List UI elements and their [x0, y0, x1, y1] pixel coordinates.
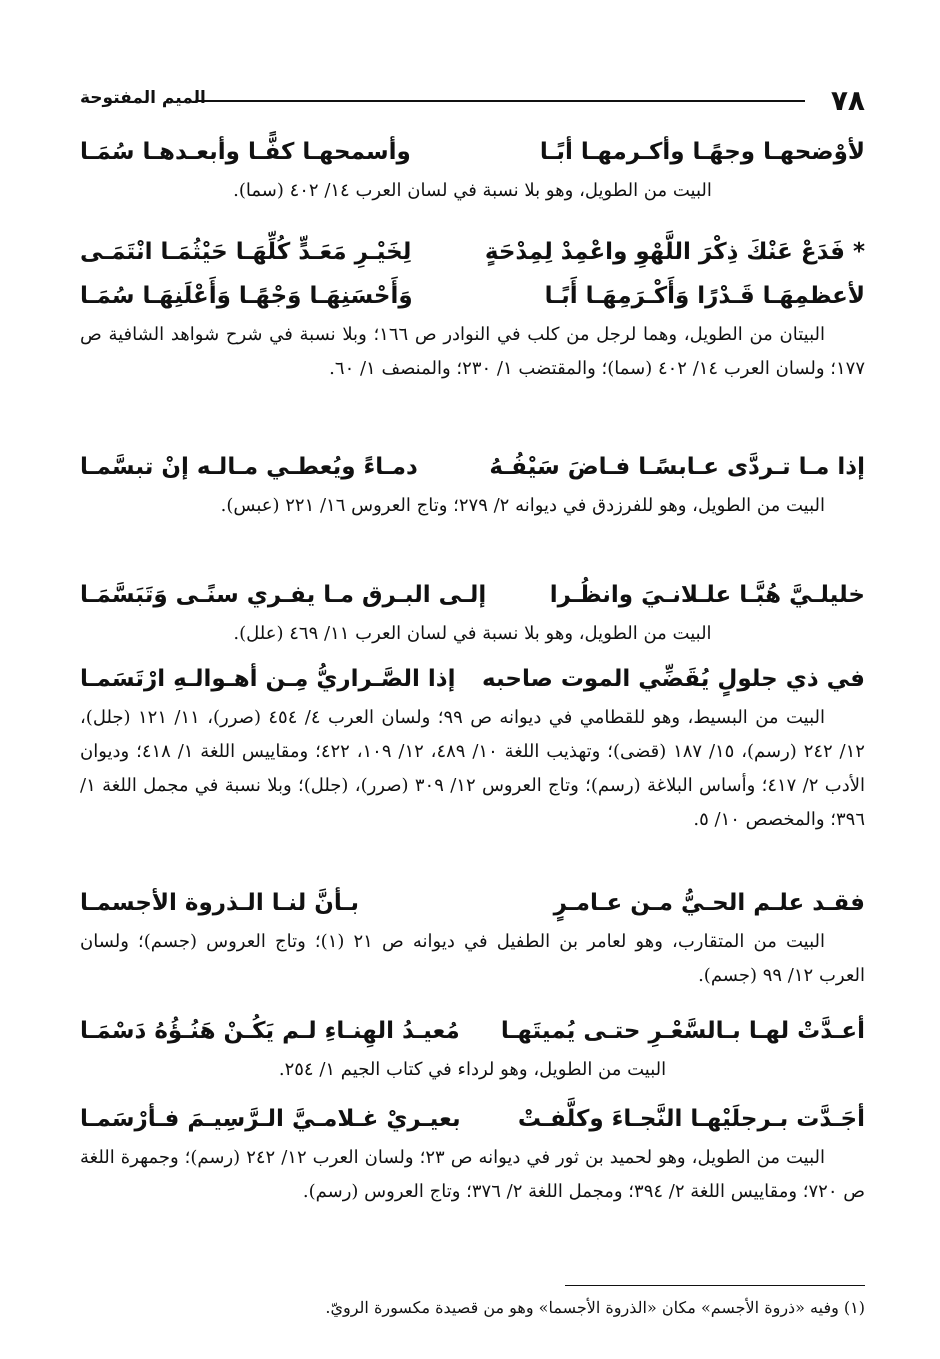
second-hemistich: إلـى البـرق مـا يفـري سنًـى وَتَبَسَّمَـا: [80, 582, 487, 608]
header-rule: [198, 100, 805, 102]
verse-line: [80, 274, 865, 318]
first-hemistich: لأعظمِهَـا قَـدْرًا وَأَكْـرَمِهَـا أَبًـا: [544, 283, 865, 309]
second-hemistich: مُعيـدُ الهِنـاءِ لـم يَكُـنْ هَنُـؤُهُ دَسْمَـا: [80, 1018, 460, 1044]
verse-commentary: البيت من الطويل، وهو للفرزدق في ديوانه ٢/ ٢٧٩؛ وتاج العروس ١٦/ ٢٢١ (عبس).: [220, 495, 825, 516]
section-title: الميم المفتوحة: [80, 88, 206, 108]
verse-entry: [80, 573, 865, 657]
verse-entry: [80, 1097, 865, 1267]
verse-commentary: البيت من الطويل، وهو بلا نسبة في لسان العرب ١٤/ ٤٠٢ (سما).: [233, 180, 712, 201]
verse-commentary: البيت من الطويل، وهو لحميد بن ثور في ديوانه ص ٢٣؛ ولسان العرب ١٢/ ٢٤٢ (رسم)؛ وجمهرة اللغة ص ٧٢٠؛ ومقاييس اللغة ٢/ ٣٩٤؛ ومجمل اللغة ٢/ ٣٧٦؛ وتاج العروس (رسم).: [80, 1147, 865, 1202]
first-hemistich: في ذي جلولٍ يُقَضِّي الموت صاحبه: [482, 666, 865, 692]
second-hemistich: بـأنَّ لنـا الـذروة الأجسمـا: [80, 890, 359, 916]
first-hemistich: خليلـيَّ هُبَّـا علـلانـيَ وانظُـرا: [549, 582, 865, 608]
verse-line: [80, 1097, 865, 1141]
second-hemistich: بعيـريْ غـلامـيَّ الـرَّسِيـمَ فـأرْسَمـا: [80, 1106, 461, 1132]
page-header: [80, 80, 865, 124]
verse-line: [80, 230, 865, 274]
verse-line: [80, 445, 865, 489]
verse-entry: [80, 230, 865, 445]
second-hemistich: إذا الصَّـراريُّ مِـن أهـوالـهِ ارْتَسَمـا: [80, 666, 456, 692]
verse-commentary: البيت من الطويل، وهو بلا نسبة في لسان العرب ١١/ ٤٦٩ (علل).: [233, 623, 712, 644]
verse-commentary: البيت من البسيط، وهو للقطامي في ديوانه ص ٩٩؛ ولسان العرب ٤/ ٤٥٤ (صرر)، ١١/ ١٢١ (جلل)، ١٢/ ٢٤٢ (رسم)، ١٥/ ١٨٧ (قضى)؛ وتهذيب اللغة ١٠/ ٤٨٩، ١٢/ ١٠٩، ٤٢٢؛ ومقاييس اللغة ١/ ٤١٨؛ وديوان الأدب ٢/ ٤١٧؛ وأساس البلاغة (رسم)؛ وتاج العروس ١٢/ ٣٠٩ (صرر)، (جلل)؛ وبلا نسبة في مجمل اللغة ١/ ٣٩٦؛ والمخصص ١٠/ ٥.: [80, 707, 865, 830]
page-body: [80, 130, 865, 1267]
first-hemistich: فقـد علـم الحـيُّ مـن عـامـرٍ: [553, 890, 865, 916]
verse-entry: [80, 657, 865, 881]
second-hemistich: وَأَحْسَنِهَـا وَجْهًـا وَأَعْلَنِهَـا سُمَـا: [80, 283, 413, 309]
verse-line: [80, 130, 865, 174]
verse-line: [80, 657, 865, 701]
verse-entry: [80, 130, 865, 230]
second-hemistich: وأسمحهـا كفًّـا وأبعـدهـا سُمَـا: [80, 139, 411, 165]
verse-line: [80, 881, 865, 925]
verse-entry: [80, 881, 865, 1009]
first-hemistich: * فَدَعْ عَنْكَ ذِكْرَ اللَّهْوِ واعْمِدْ لِمِدْحَةٍ: [484, 239, 865, 265]
verse-commentary: البيتان من الطويل، وهما لرجل من كلب في النوادر ص ١٦٦؛ وبلا نسبة في شرح شواهد الشافية ص ١٧٧؛ ولسان العرب ١٤/ ٤٠٢ (سما)؛ والمقتضب ١/ ٢٣٠؛ والمنصف ١/ ٦٠.: [80, 324, 865, 379]
page-number: ٧٨: [830, 84, 865, 117]
first-hemistich: أجَـدَّت بـرجلَيْهـا النَّجـاءَ وكلَّفـتْ: [517, 1106, 865, 1132]
footnote: (١) وفيه «ذروة الأجسم» مكان «الذروة الأجسما» وهو من قصيدة مكسورة الرويّ.: [325, 1298, 865, 1317]
verse-line: [80, 573, 865, 617]
verse-line: [80, 1009, 865, 1053]
first-hemistich: إذا مـا تـردَّى عـابسًـا فـاضَ سَيْفُـهُ: [489, 454, 865, 480]
first-hemistich: لأوْضحهـا وجهًـا وأكـرمهـا أبًـا: [539, 139, 865, 165]
verse-entry: [80, 1009, 865, 1097]
verse-commentary: البيت من المتقارب، وهو لعامر بن الطفيل في ديوانه ص ٢١ (١)؛ وتاج العروس (جسم)؛ ولسان العرب ١٢/ ٩٩ (جسم).: [80, 931, 865, 986]
second-hemistich: لِخَيْـرِ مَعَـدٍّ كُلِّهَـا حَيْثُمَـا انْتَمَـى: [80, 239, 412, 265]
verse-entry: [80, 445, 865, 573]
verse-commentary: البيت من الطويل، وهو لرداء في كتاب الجيم ١/ ٢٥٤.: [278, 1059, 667, 1080]
second-hemistich: دمـاءً ويُعطـي مـالـه إنْ تبسَّمـا: [80, 454, 418, 480]
footnote-rule: [565, 1285, 865, 1286]
first-hemistich: أعـدَّتْ لهـا بـالسَّعْـرِ حتـى يُميتَهـا: [500, 1018, 865, 1044]
